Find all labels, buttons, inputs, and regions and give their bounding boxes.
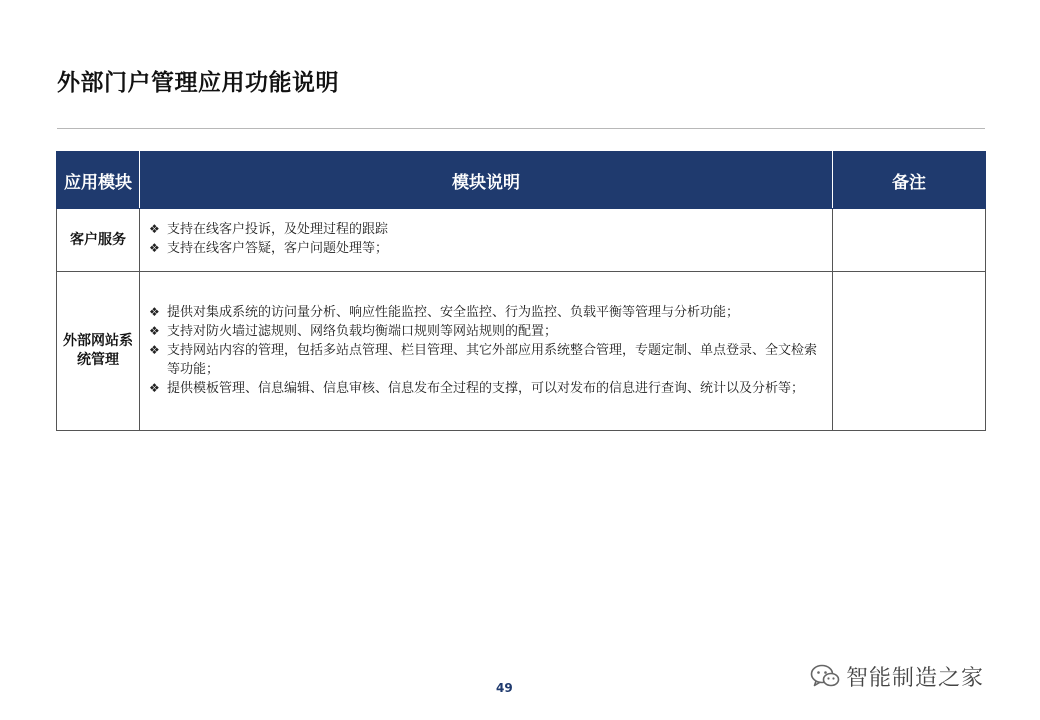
module-cell: 外部网站系统管理 <box>57 272 140 431</box>
diamond-bullet-icon: ❖ <box>149 323 160 338</box>
diamond-bullet-icon: ❖ <box>149 380 160 395</box>
list-item-text: 支持在线客户投诉，及处理过程的跟踪 <box>167 222 389 237</box>
function-table <box>56 151 986 431</box>
list-item <box>149 341 824 379</box>
diamond-bullet-icon: ❖ <box>149 342 160 357</box>
list-item <box>149 220 824 239</box>
diamond-bullet-icon: ❖ <box>149 304 160 319</box>
description-cell <box>140 272 833 431</box>
table-row <box>57 272 986 431</box>
list-item-text: 提供对集成系统的访问量分析、响应性能监控、安全监控、行为监控、负载平衡等管理与分析功能； <box>167 304 740 320</box>
slide-title: 外部门户管理应用功能说明 <box>57 70 339 96</box>
wechat-icon <box>810 663 840 689</box>
list-item-text: 支持在线客户答疑，客户问题处理等； <box>167 241 389 256</box>
description-cell <box>140 209 833 272</box>
module-cell: 客户服务 <box>57 209 140 272</box>
list-item <box>149 379 824 398</box>
list-item-text: 支持对防火墙过滤规则、网络负载均衡端口规则等网站规则的配置； <box>167 323 558 339</box>
table-header-row <box>57 152 986 209</box>
header-remark: 备注 <box>833 152 986 209</box>
list-item-text: 支持网站内容的管理，包括多站点管理、栏目管理、其它外部应用系统整合管理，专题定制、单点登录、全文检索等功能； <box>167 342 818 377</box>
list-item <box>149 303 824 322</box>
list-item <box>149 322 824 341</box>
list-item-text: 提供模板管理、信息编辑、信息审核、信息发布全过程的支撑，可以对发布的信息进行查询、统计以及分析等； <box>167 380 805 396</box>
watermark-text: 智能制造之家 <box>846 665 985 691</box>
diamond-bullet-icon: ❖ <box>149 241 160 255</box>
bullet-list <box>149 220 824 258</box>
remark-cell <box>833 272 986 431</box>
title-divider <box>57 128 985 129</box>
page-number: 49 <box>496 681 513 695</box>
list-item <box>149 239 824 258</box>
header-description: 模块说明 <box>140 152 833 209</box>
header-module: 应用模块 <box>57 152 140 209</box>
table-row <box>57 209 986 272</box>
bullet-list <box>149 303 824 398</box>
diamond-bullet-icon: ❖ <box>149 222 160 236</box>
remark-cell <box>833 209 986 272</box>
watermark <box>810 660 984 692</box>
